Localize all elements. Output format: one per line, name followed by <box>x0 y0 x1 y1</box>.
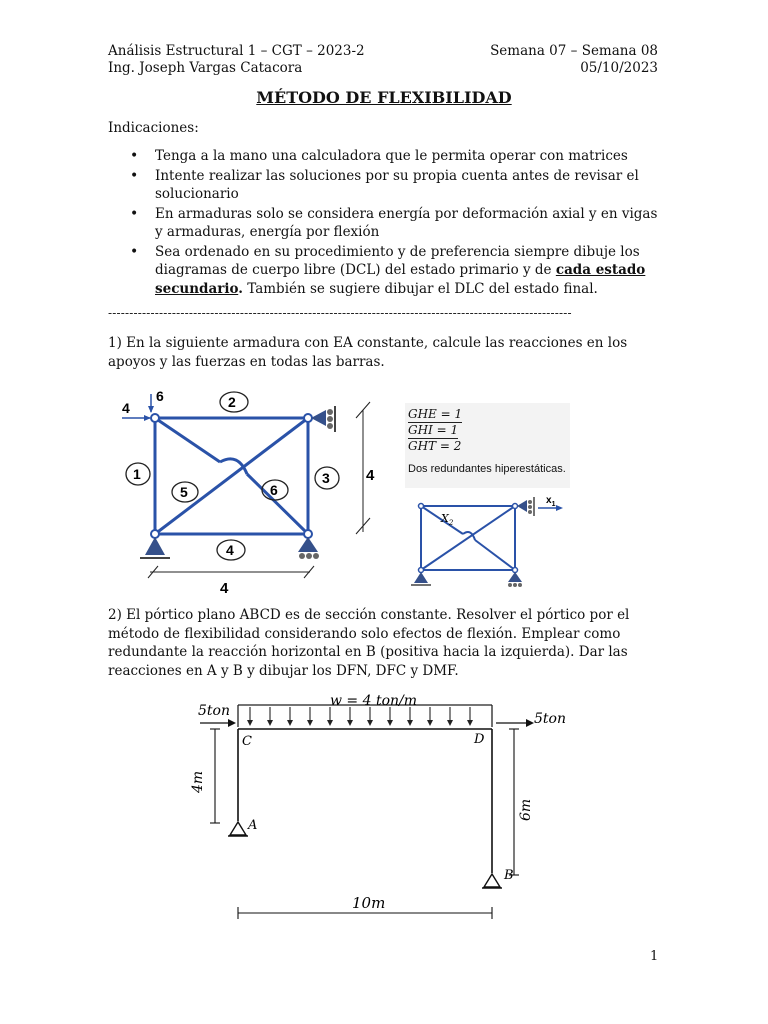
ght-value: GHT = 2 <box>408 439 462 453</box>
header-right <box>490 43 658 77</box>
bar-label-5: 5 <box>180 484 188 500</box>
bar-label-2: 2 <box>228 394 236 410</box>
load-right-label: 5ton <box>534 711 566 727</box>
list-item: • Tenga a la mano una calculadora que le permita operar con matrices <box>108 147 663 166</box>
node-bottom-right <box>304 530 312 538</box>
redundant-x1-label: $x_1$ <box>546 495 556 508</box>
emphasis-text: cada estado secundario <box>155 262 646 297</box>
problem-2-statement: 2) El pórtico plano ABCD es de sección constante. Resolver el pórtico por el método de flexibilidad considerando solo efectos de flexión. Emplear como redundante la reacción horizontal en B (positiva hacia la izquierda). Dar las reacciones en A y B y dibujar los DFN, DFC y DMF. <box>108 607 630 679</box>
redundant-x2-label: $X_2$ <box>441 512 454 527</box>
bar-label-1: 1 <box>133 466 141 482</box>
page-title: MÉTODO DE FLEXIBILIDAD <box>256 88 512 107</box>
frame-diagram <box>190 693 580 923</box>
b4-tail: También se sugiere dibujar el DLC del estado final. <box>242 280 598 297</box>
node-d-label: D <box>474 732 485 747</box>
node-top-left <box>151 414 159 422</box>
week-range: Semana 07 – Semana 08 <box>490 43 658 59</box>
course-title: Análisis Estructural 1 – CGT – 2023-2 <box>108 43 365 59</box>
dim-bottom-label: 10m <box>352 894 386 912</box>
secondary-truss-diagram <box>405 492 580 592</box>
dim-height-label: 4 <box>366 467 375 484</box>
node-c-label: C <box>242 734 252 749</box>
ghe-value: GHE = 1 <box>408 407 463 421</box>
redundancy-caption: Dos redundantes hiperestáticas. <box>408 463 566 475</box>
roller-support-top <box>311 410 326 426</box>
list-item: • Intente realizar las soluciones por su propia cuenta antes de revisar el solucionario <box>108 167 663 204</box>
node-a-label: A <box>248 818 258 833</box>
pin-support-b <box>484 874 500 887</box>
pin-support-a <box>230 822 246 835</box>
bar-label-3: 3 <box>322 470 330 486</box>
node-bottom-left <box>151 530 159 538</box>
dim-left-label: 4m <box>190 770 206 793</box>
document-date: 05/10/2023 <box>580 60 658 76</box>
redundancy-info <box>405 403 570 488</box>
roller-support-right <box>298 537 318 552</box>
indications-list <box>108 147 663 299</box>
distributed-load-label: w = 4 ton/m <box>330 693 418 709</box>
list-item: • En armaduras solo se considera energía por deformación axial y en vigas y armaduras, energía por flexión <box>108 205 663 242</box>
indications-label: Indicaciones: <box>108 120 199 136</box>
pin-support-left <box>145 537 165 555</box>
instructor-name: Ing. Joseph Vargas Catacora <box>108 60 303 76</box>
problem-1-statement: 1) En la siguiente armadura con EA constante, calcule las reacciones en los apoyos y las fuerzas en todas las barras. <box>108 335 628 370</box>
load-left-label: 4 <box>122 400 130 416</box>
bar-diag-b <box>155 418 308 534</box>
load-left-label: 5ton <box>198 703 230 719</box>
node-top-right <box>304 414 312 422</box>
load-top-label: 6 <box>156 388 164 404</box>
header-left <box>108 43 365 77</box>
node-b-label: B <box>504 868 514 883</box>
bar-label-6: 6 <box>270 482 278 498</box>
truss-diagram <box>110 382 400 597</box>
page-number: 1 <box>650 949 659 964</box>
separator-line: ------------------------------------------------------------------------------------------------------------- <box>108 306 572 320</box>
dim-right-label: 6m <box>518 798 534 821</box>
ghi-value: GHI = 1 <box>408 423 459 437</box>
dim-width-label: 4 <box>220 580 229 597</box>
bar-label-4: 4 <box>226 542 234 558</box>
bar-diag-a1 <box>155 418 220 462</box>
list-item: • Sea ordenado en su procedimiento y de preferencia siempre dibuje los diagramas de cuerpo libre (DCL) del estado primario y de cada estado secundario. También se sugiere dibujar el DLC del estado final. <box>108 243 663 299</box>
